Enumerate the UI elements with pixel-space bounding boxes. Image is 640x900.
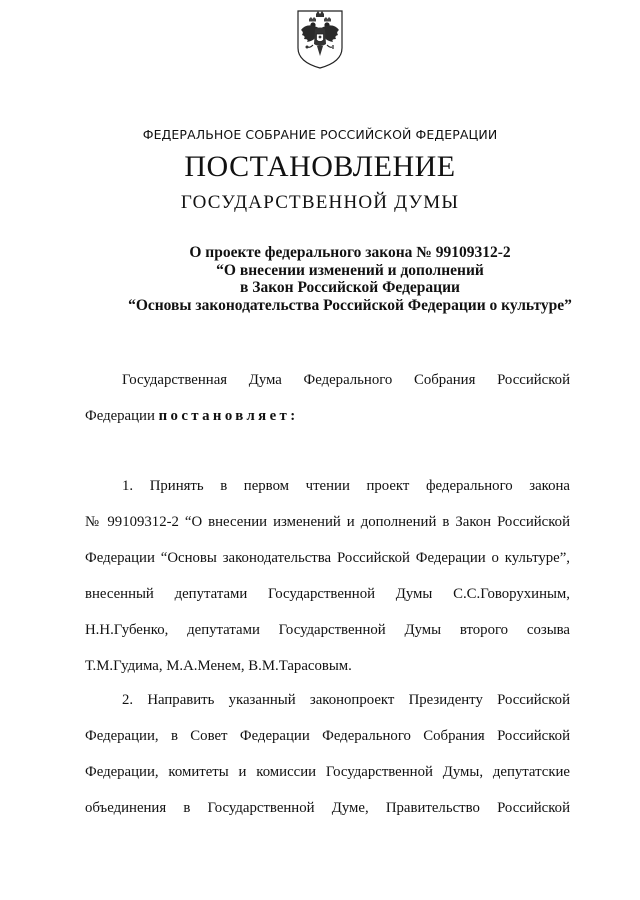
paragraph-line: Федерации “Основы законодательства Российской Федерации о культуре”, <box>85 550 570 566</box>
assembly-heading: ФЕДЕРАЛЬНОЕ СОБРАНИЕ РОССИЙСКОЙ ФЕДЕРАЦИИ <box>142 127 498 142</box>
subject-line: О проекте федерального закона № 99109312-2 <box>189 244 511 261</box>
paragraph-line: Федерации, комитеты и комиссии Государственной Думы, депутатские <box>85 764 570 780</box>
item-1-paragraph <box>85 468 570 684</box>
decree-verb: постановляет: <box>158 408 299 424</box>
preamble-prefix: Федерации <box>85 408 155 424</box>
paragraph-line: Н.Н.Губенко, депутатами Государственной Думы второго созыва <box>85 622 570 638</box>
paragraph-line: 1. Принять в первом чтении проект федерального закона <box>122 478 570 494</box>
paragraph-line: Т.М.Гудима, М.А.Менем, В.М.Тарасовым. <box>85 658 352 674</box>
paragraph-line: внесенный депутатами Государственной Думы С.С.Говорухиным, <box>85 586 570 602</box>
subject-line: “Основы законодательства Российской Федерации о культуре” <box>128 296 572 314</box>
subject-line: в Закон Российской Федерации <box>240 279 460 296</box>
issuer-heading: ГОСУДАРСТВЕННОЙ ДУМЫ <box>180 192 460 213</box>
coat-of-arms-emblem <box>295 8 345 70</box>
preamble-paragraph <box>85 362 570 434</box>
document-type-title: ПОСТАНОВЛЕНИЕ <box>184 150 456 183</box>
paragraph-line <box>85 398 570 434</box>
russian-coat-of-arms-icon <box>295 8 345 70</box>
item-2-paragraph <box>85 682 570 826</box>
paragraph-line: № 99109312-2 “О внесении изменений и дополнений в Закон Российской <box>85 514 570 530</box>
paragraph-line: объединения в Государственной Думе, Правительство Российской <box>85 800 570 816</box>
paragraph-line: Федерации, в Совет Федерации Федерального Собрания Российской <box>85 728 570 744</box>
document-subject <box>40 244 640 314</box>
subject-line: “О внесении изменений и дополнений <box>216 261 484 279</box>
paragraph-line: 2. Направить указанный законопроект Президенту Российской <box>122 692 570 708</box>
paragraph-line: Государственная Дума Федерального Собрания Российской <box>122 372 570 388</box>
